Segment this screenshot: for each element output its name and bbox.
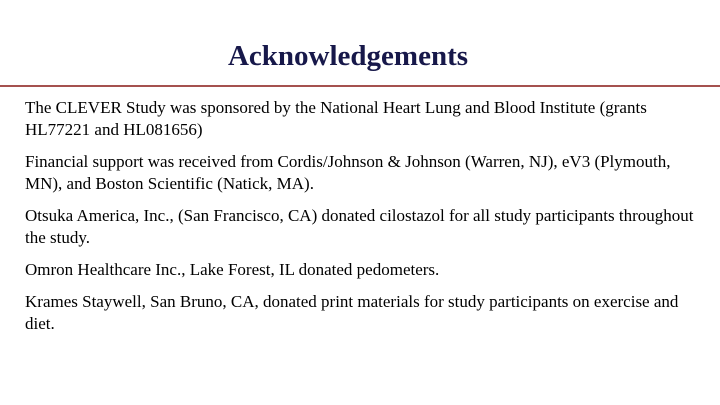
acknowledgement-paragraph: Financial support was received from Cordis/Johnson & Johnson (Warren, NJ), eV3 (Plymouth, MN), and Boston Scientific (Natick, MA). — [25, 152, 671, 193]
slide-title: Acknowledgements — [227, 40, 469, 72]
acknowledgement-paragraph: Omron Healthcare Inc., Lake Forest, IL donated pedometers. — [25, 260, 440, 279]
title-divider — [0, 85, 720, 87]
acknowledgement-paragraph: Krames Staywell, San Bruno, CA, donated print materials for study participants on exercise and diet. — [25, 292, 679, 333]
acknowledgement-list — [25, 97, 705, 345]
acknowledgement-paragraph: The CLEVER Study was sponsored by the National Heart Lung and Blood Institute (grants HL77221 and HL081656) — [25, 98, 647, 139]
acknowledgement-paragraph: Otsuka America, Inc., (San Francisco, CA) donated cilostazol for all study participants throughout the study. — [25, 206, 694, 247]
